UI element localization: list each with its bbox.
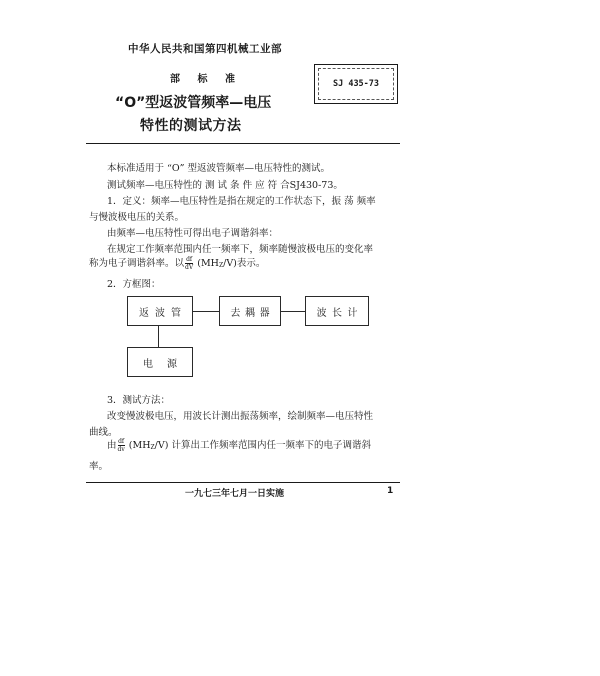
standard-number: SJ 435-73: [332, 79, 380, 89]
paragraph-calc-cont: 率。: [89, 461, 109, 472]
fraction-df-dv-2: $\frac{df}{dv}$: [117, 438, 125, 453]
paragraph-scope: 本标准适用于 “O” 型返波管频率—电压特性的测试。: [107, 163, 331, 174]
document-title-line2: 特性的测试方法: [140, 118, 242, 134]
document-title-line1: “O”型返波管频率—电压: [115, 95, 272, 111]
paragraph-calc: 由 $\frac{df}{dv}$ (MHZ/V) 计算出工作频率范围内任一频率下的电子调谐斜: [107, 438, 371, 453]
block-decoupler: 去 耦 器: [219, 296, 281, 326]
section-block-diagram: 2．方框图：: [107, 279, 161, 290]
effective-date: 一九七三年七月一日实施: [185, 489, 285, 499]
block-backward-wave-tube: 返 波 管: [127, 296, 193, 326]
paragraph-slope-intro: 由频率—电压特性可得出电子调谐斜率：: [107, 228, 279, 239]
paragraph-method-cont: 曲线。: [89, 427, 118, 438]
connector-tube-power: [158, 326, 159, 347]
section-test-method: 3．测试方法：: [107, 395, 171, 406]
paragraph-method: 改变慢波极电压，用波长计测出振荡频率，绘制频率—电压特性: [107, 411, 374, 422]
header-divider: [86, 143, 400, 144]
connector-decoupler-wavemeter: [281, 311, 305, 312]
paragraph-slope-def: 在规定工作频率范围内任一频率下，频率随慢波极电压的变化率: [107, 244, 374, 255]
page-number: 1: [387, 486, 394, 496]
connector-tube-decoupler: [193, 311, 219, 312]
fraction-df-dv: $\frac{df}{dV}$: [185, 256, 194, 271]
paragraph-definition-cont: 与慢波极电压的关系。: [89, 212, 185, 223]
ministry-name: 中华人民共和国第四机械工业部: [128, 43, 282, 55]
paragraph-slope-def-cont: 称为电子调谐斜率。以 $\frac{df}{dV}$ (MHZ/V)表示。: [89, 256, 266, 271]
paragraph-definition: 1．定义：频率—电压特性是指在规定的工作状态下，振 荡 频率: [107, 196, 376, 207]
standard-number-box: [314, 64, 398, 104]
block-wavemeter: 波 长 计: [305, 296, 369, 326]
standard-kind: 部 标 准: [170, 74, 235, 85]
footer-divider: [86, 482, 400, 483]
paragraph-conditions: 测试频率—电压特性的 测 试 条 件 应 符 合SJ430-73。: [107, 180, 343, 191]
block-power-supply: 电 源: [127, 347, 193, 377]
